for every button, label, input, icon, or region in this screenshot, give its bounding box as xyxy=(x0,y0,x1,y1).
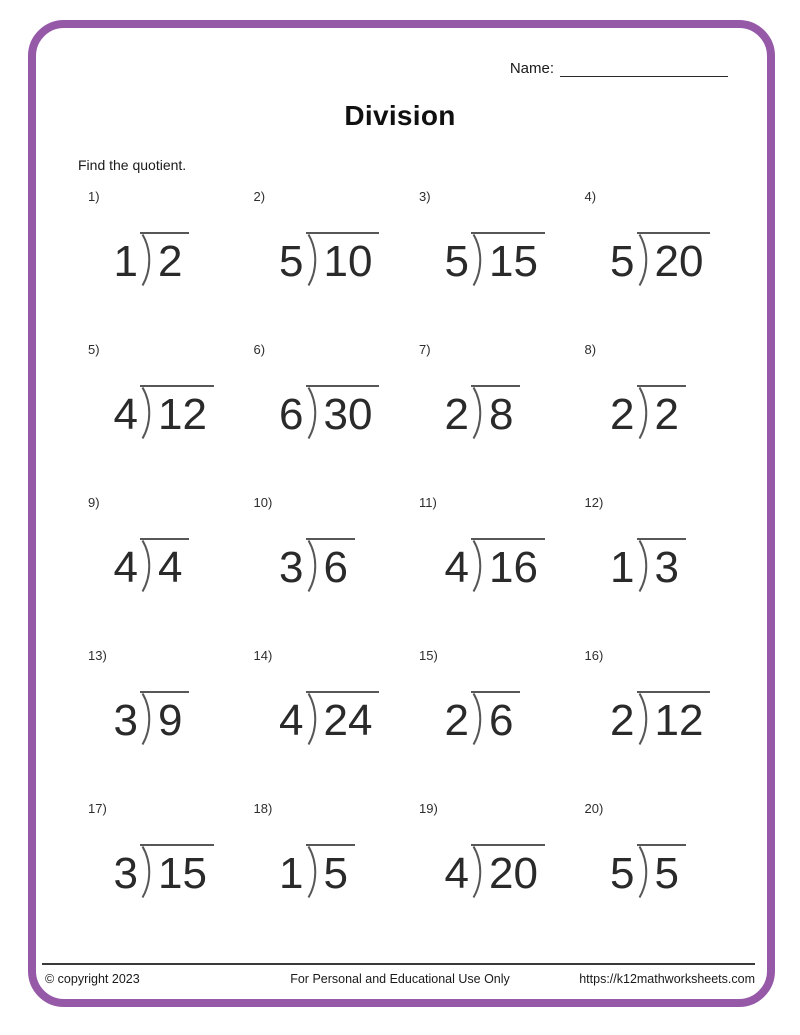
problem-number: 16) xyxy=(584,648,604,663)
dividend: 15 xyxy=(158,849,207,898)
problem-number: 2) xyxy=(253,189,266,204)
division-expression xyxy=(411,385,577,439)
page-title: Division xyxy=(344,100,456,131)
dividend: 12 xyxy=(654,696,704,745)
division-bracket xyxy=(637,232,711,286)
division-paren-icon xyxy=(140,693,155,745)
division-bracket xyxy=(637,538,686,592)
division-bracket xyxy=(471,385,520,439)
dividend: 16 xyxy=(489,543,538,592)
problem-number: 7) xyxy=(419,342,431,357)
division-problem xyxy=(80,342,246,495)
division-paren-icon xyxy=(471,387,486,439)
division-paren-icon xyxy=(471,234,486,286)
problem-number: 8) xyxy=(584,342,597,357)
division-problem xyxy=(577,495,743,648)
problem-number: 3) xyxy=(419,189,431,204)
divisor: 2 xyxy=(444,390,469,439)
footer-url: https://k12mathworksheets.com xyxy=(579,972,755,986)
division-paren-icon xyxy=(306,846,321,898)
division-expression xyxy=(577,844,743,898)
division-bracket xyxy=(637,691,711,745)
division-expression xyxy=(577,385,743,439)
division-problem xyxy=(577,342,743,495)
division-bracket xyxy=(471,691,520,745)
divisor: 2 xyxy=(610,696,635,745)
divisor: 6 xyxy=(279,390,304,439)
division-bracket xyxy=(140,385,214,439)
division-paren-icon xyxy=(306,387,321,439)
division-problem xyxy=(411,801,577,954)
divisor: 4 xyxy=(279,696,304,745)
division-paren-icon xyxy=(306,693,321,745)
divisor: 4 xyxy=(444,543,469,592)
divisor: 4 xyxy=(113,390,138,439)
division-problem xyxy=(411,189,577,342)
problem-number: 12) xyxy=(584,495,604,510)
divisor: 2 xyxy=(444,696,469,745)
dividend: 20 xyxy=(654,237,704,286)
division-bracket xyxy=(306,844,355,898)
dividend: 9 xyxy=(158,696,183,745)
division-paren-icon xyxy=(471,846,486,898)
division-expression xyxy=(246,691,412,745)
division-expression xyxy=(246,538,412,592)
division-paren-icon xyxy=(306,540,321,592)
division-expression xyxy=(411,691,577,745)
division-paren-icon xyxy=(140,387,155,439)
division-paren-icon xyxy=(471,693,486,745)
division-expression xyxy=(577,691,743,745)
problem-number: 20) xyxy=(584,801,604,816)
division-expression xyxy=(80,844,246,898)
divisor: 1 xyxy=(610,543,635,592)
division-paren-icon xyxy=(637,693,652,745)
division-problem xyxy=(80,648,246,801)
division-bracket xyxy=(471,538,545,592)
problem-number: 1) xyxy=(88,189,100,204)
division-problem xyxy=(411,495,577,648)
footer xyxy=(45,972,755,986)
problems-grid xyxy=(80,189,742,954)
division-problem xyxy=(577,801,743,954)
divisor: 5 xyxy=(610,237,635,286)
division-bracket xyxy=(140,844,214,898)
division-expression xyxy=(246,844,412,898)
division-expression xyxy=(411,844,577,898)
footer-copyright: © copyright 2023 xyxy=(45,972,140,986)
division-problem xyxy=(577,648,743,801)
problem-number: 10) xyxy=(253,495,273,510)
divisor: 2 xyxy=(610,390,635,439)
dividend: 10 xyxy=(323,237,373,286)
division-bracket xyxy=(140,691,189,745)
division-bracket xyxy=(306,691,380,745)
problem-number: 18) xyxy=(253,801,273,816)
divisor: 3 xyxy=(279,543,304,592)
division-bracket xyxy=(306,385,380,439)
problem-number: 6) xyxy=(253,342,266,357)
problem-number: 9) xyxy=(88,495,100,510)
problem-number: 14) xyxy=(253,648,273,663)
dividend: 6 xyxy=(323,543,348,592)
divisor: 5 xyxy=(279,237,304,286)
division-problem xyxy=(80,801,246,954)
division-paren-icon xyxy=(140,846,155,898)
division-problem xyxy=(80,189,246,342)
dividend: 15 xyxy=(489,237,538,286)
name-blank-line xyxy=(560,61,728,77)
divisor: 4 xyxy=(444,849,469,898)
division-paren-icon xyxy=(637,540,652,592)
division-expression xyxy=(80,691,246,745)
divisor: 3 xyxy=(113,696,138,745)
division-expression xyxy=(577,232,743,286)
problem-number: 11) xyxy=(419,495,437,510)
division-bracket xyxy=(471,844,545,898)
division-problem xyxy=(577,189,743,342)
division-bracket xyxy=(140,538,189,592)
division-expression xyxy=(80,232,246,286)
division-expression xyxy=(80,538,246,592)
division-expression xyxy=(80,385,246,439)
dividend: 6 xyxy=(489,696,514,745)
division-bracket xyxy=(140,232,189,286)
problem-number: 15) xyxy=(419,648,438,663)
problem-number: 19) xyxy=(419,801,438,816)
dividend: 24 xyxy=(323,696,373,745)
division-problem xyxy=(246,189,412,342)
dividend: 2 xyxy=(158,237,183,286)
dividend: 5 xyxy=(323,849,348,898)
division-paren-icon xyxy=(637,387,652,439)
division-problem xyxy=(411,342,577,495)
dividend: 30 xyxy=(323,390,373,439)
footer-usage: For Personal and Educational Use Only xyxy=(290,972,510,986)
problem-number: 4) xyxy=(584,189,597,204)
division-problem xyxy=(246,648,412,801)
division-expression xyxy=(411,232,577,286)
division-bracket xyxy=(306,538,355,592)
dividend: 5 xyxy=(654,849,679,898)
division-problem xyxy=(411,648,577,801)
divisor: 3 xyxy=(113,849,138,898)
dividend: 12 xyxy=(158,390,207,439)
division-paren-icon xyxy=(140,234,155,286)
problem-number: 13) xyxy=(88,648,107,663)
dividend: 8 xyxy=(489,390,514,439)
name-label: Name: xyxy=(509,60,554,77)
division-bracket xyxy=(637,844,686,898)
division-expression xyxy=(577,538,743,592)
name-field-row xyxy=(510,60,728,77)
division-problem xyxy=(80,495,246,648)
divisor: 4 xyxy=(113,543,138,592)
footer-divider xyxy=(42,963,755,965)
division-paren-icon xyxy=(637,846,652,898)
dividend: 3 xyxy=(654,543,679,592)
dividend: 4 xyxy=(158,543,183,592)
divisor: 5 xyxy=(610,849,635,898)
dividend: 2 xyxy=(654,390,679,439)
problem-number: 17) xyxy=(88,801,107,816)
division-expression xyxy=(246,385,412,439)
instruction-text: Find the quotient. xyxy=(78,157,187,173)
division-paren-icon xyxy=(306,234,321,286)
division-paren-icon xyxy=(637,234,652,286)
dividend: 20 xyxy=(489,849,538,898)
divisor: 1 xyxy=(113,237,138,286)
divisor: 1 xyxy=(279,849,304,898)
division-paren-icon xyxy=(471,540,486,592)
division-bracket xyxy=(471,232,545,286)
division-problem xyxy=(246,495,412,648)
division-paren-icon xyxy=(140,540,155,592)
division-bracket xyxy=(306,232,380,286)
division-expression xyxy=(411,538,577,592)
divisor: 5 xyxy=(444,237,469,286)
division-expression xyxy=(246,232,412,286)
division-problem xyxy=(246,342,412,495)
division-bracket xyxy=(637,385,686,439)
division-problem xyxy=(246,801,412,954)
problem-number: 5) xyxy=(88,342,100,357)
